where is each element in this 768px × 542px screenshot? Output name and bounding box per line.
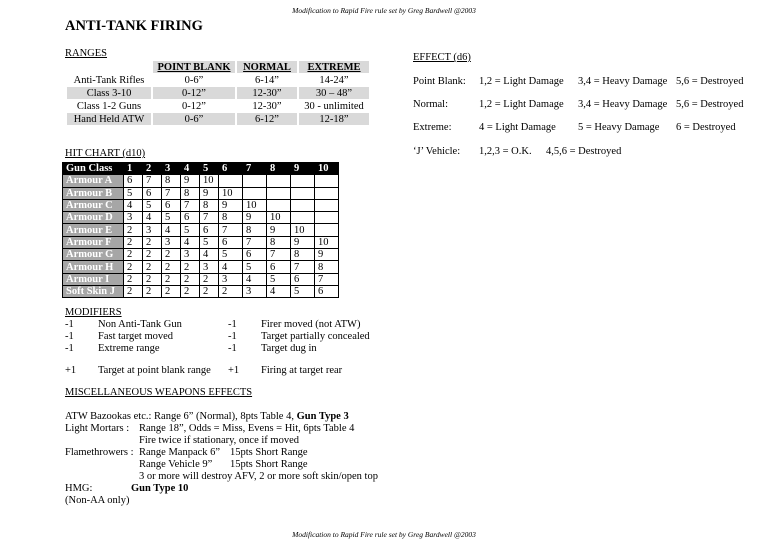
j-vehicle-destroyed: 4,5,6 = Destroyed — [546, 146, 622, 157]
hit-chart-row-label: Armour F — [63, 236, 124, 248]
page-title: ANTI-TANK FIRING — [65, 18, 203, 34]
hit-chart-heading: HIT CHART (d10) — [65, 148, 146, 159]
modifier-value: +1 — [65, 365, 77, 376]
hit-chart-cell: 2 — [143, 236, 162, 248]
hit-chart-cell: 6 — [181, 212, 200, 224]
hit-chart-cell: 5 — [181, 224, 200, 236]
hit-chart-cell: 10 — [267, 212, 291, 224]
modifiers-section — [65, 307, 405, 377]
hit-chart-cell — [315, 224, 339, 236]
hit-chart-cell: 10 — [219, 187, 243, 199]
ranges-cell: 6-12” — [237, 113, 297, 125]
hit-chart-cell: 8 — [267, 236, 291, 248]
effect-destroyed: 5,6 = Destroyed — [676, 99, 744, 110]
ranges-row-label: Hand Held ATW — [67, 113, 151, 125]
hit-chart-cell: 2 — [162, 249, 181, 261]
hit-chart-cell — [291, 175, 315, 187]
ranges-cell: 12-30” — [252, 100, 282, 112]
hit-chart-cell: 6 — [200, 224, 219, 236]
hit-chart-cell: 2 — [181, 273, 200, 285]
ranges-row — [67, 87, 369, 99]
hit-chart-cell: 2 — [162, 261, 181, 273]
hit-chart-cell: 7 — [315, 273, 339, 285]
hit-chart-cell: 4 — [267, 285, 291, 297]
hmg-label: HMG: — [65, 483, 93, 494]
hit-chart-cell: 10 — [243, 199, 267, 211]
hit-chart-cell: 2 — [124, 273, 143, 285]
hit-chart-col-header: 10 — [315, 163, 339, 175]
hit-chart-cell: 10 — [200, 175, 219, 187]
hit-chart-cell: 2 — [124, 224, 143, 236]
j-vehicle-ok: 1,2,3 = O.K. — [479, 146, 532, 157]
hit-chart-cell: 3 — [219, 273, 243, 285]
bazookas-gun-type: Gun Type 3 — [296, 411, 349, 422]
hit-chart-col-header: 5 — [200, 163, 219, 175]
hit-chart-cell: 4 — [162, 224, 181, 236]
effect-section — [413, 52, 753, 162]
hit-chart-cell: 2 — [200, 273, 219, 285]
effect-row-label: Point Blank: — [413, 76, 466, 87]
hit-chart-cell: 5 — [243, 261, 267, 273]
hit-chart-cell: 9 — [200, 187, 219, 199]
hit-chart-cell: 3 — [162, 236, 181, 248]
hit-chart-cell: 2 — [200, 285, 219, 297]
ranges-row-label: Class 3-10 — [67, 87, 151, 99]
hit-chart-row — [63, 261, 339, 273]
hit-chart-cell: 3 — [124, 212, 143, 224]
effect-row-label: Normal: — [413, 99, 448, 110]
mortars-line2: Fire twice if stationary, once if moved — [139, 435, 299, 446]
hit-chart-cell — [291, 212, 315, 224]
hit-chart-cell: 7 — [200, 212, 219, 224]
modifier-text: Non Anti-Tank Gun — [98, 319, 182, 330]
hit-chart-cell — [315, 175, 339, 187]
hit-chart-cell: 2 — [143, 261, 162, 273]
modifier-text: Target at point blank range — [98, 365, 211, 376]
ranges-cell: 12-30” — [237, 87, 297, 99]
hit-chart-row-label: Armour G — [63, 249, 124, 261]
modifier-value: -1 — [65, 343, 74, 354]
ranges-col-header: POINT BLANK — [153, 61, 235, 73]
effect-row-label: Extreme: — [413, 122, 452, 133]
modifier-text: Firing at target rear — [261, 365, 343, 376]
modifier-value: -1 — [228, 319, 237, 330]
hit-chart-cell: 4 — [124, 199, 143, 211]
effect-light: 1,2 = Light Damage — [479, 99, 564, 110]
hit-chart-cell — [291, 187, 315, 199]
hit-chart-cell — [291, 199, 315, 211]
hit-chart-row — [63, 212, 339, 224]
hit-chart-row-label: Armour B — [63, 187, 124, 199]
hit-chart-cell: 7 — [219, 224, 243, 236]
bazookas-line — [65, 411, 349, 422]
hit-chart-cell: 2 — [143, 249, 162, 261]
hit-chart-cell: 2 — [219, 285, 243, 297]
hit-chart-cell: 8 — [181, 187, 200, 199]
hit-chart-row — [63, 175, 339, 187]
hit-chart-row — [63, 224, 339, 236]
hit-chart-cell: 2 — [181, 261, 200, 273]
hit-chart-row-label: Armour I — [63, 273, 124, 285]
hit-chart-cell: 4 — [219, 261, 243, 273]
hit-chart-cell — [267, 187, 291, 199]
hit-chart-cell: 4 — [181, 236, 200, 248]
hit-chart-row-label: Armour A — [63, 175, 124, 187]
hit-chart-cell: 2 — [124, 236, 143, 248]
hmg-gun-type: Gun Type 10 — [131, 483, 189, 494]
flame-label: Flamethrowers : — [65, 447, 134, 458]
hit-chart-row — [63, 199, 339, 211]
flame-line1: Range Manpack 6” — [139, 447, 221, 458]
hit-chart-cell: 3 — [181, 249, 200, 261]
hit-chart-cell: 6 — [315, 285, 339, 297]
effect-heading: EFFECT (d6) — [413, 52, 471, 63]
hit-chart-cell: 7 — [143, 175, 162, 187]
hit-chart-col-header: 6 — [219, 163, 243, 175]
footer-note: Modification to Rapid Fire rule set by Greg Bardwell @2003 — [292, 530, 476, 539]
effect-heavy: 5 = Heavy Damage — [578, 122, 660, 133]
hit-chart-cell: 5 — [291, 285, 315, 297]
flame-line2b: 15pts Short Range — [230, 459, 308, 470]
hit-chart-col-header: 4 — [181, 163, 200, 175]
hit-chart-cell: 5 — [200, 236, 219, 248]
hit-chart-cell: 6 — [143, 187, 162, 199]
hit-chart-cell: 2 — [143, 273, 162, 285]
j-vehicle-label: ‘J’ Vehicle: — [413, 146, 461, 157]
ranges-cell: 14-24” — [319, 74, 349, 86]
hit-chart-cell: 2 — [181, 285, 200, 297]
hit-chart-row-label: Soft Skin J — [63, 285, 124, 297]
mortars-label: Light Mortars : — [65, 423, 130, 434]
ranges-cell: 0-6” — [153, 113, 235, 125]
effect-light: 4 = Light Damage — [479, 122, 556, 133]
ranges-row — [67, 113, 369, 125]
misc-section — [65, 387, 405, 506]
hit-chart-row-label: Armour C — [63, 199, 124, 211]
hit-chart-cell: 4 — [243, 273, 267, 285]
hit-chart-cell: 6 — [267, 261, 291, 273]
hit-chart-corner: Gun Class — [63, 163, 124, 175]
hit-chart-cell: 2 — [124, 249, 143, 261]
modifier-text: Extreme range — [98, 343, 160, 354]
ranges-row-label: Anti-Tank Rifles — [73, 74, 145, 86]
ranges-cell: 30 – 48” — [299, 87, 369, 99]
hit-chart-cell: 5 — [219, 249, 243, 261]
mortars-line1: Range 18”, Odds = Miss, Evens = Hit, 6pts Table 4 — [139, 423, 355, 434]
bazookas-text: ATW Bazookas etc.: Range 6” (Normal), 8pts Table 4, — [65, 411, 297, 422]
modifier-value: -1 — [228, 343, 237, 354]
hit-chart-cell: 7 — [181, 199, 200, 211]
ranges-col-header: EXTREME — [299, 61, 369, 73]
hit-chart-row — [63, 273, 339, 285]
misc-heading: MISCELLANEOUS WEAPONS EFFECTS — [65, 387, 253, 398]
hit-chart-cell: 6 — [162, 199, 181, 211]
hit-chart-cell: 2 — [124, 285, 143, 297]
hit-chart-row-label: Armour H — [63, 261, 124, 273]
hit-chart-cell — [243, 187, 267, 199]
ranges-col-header: NORMAL — [237, 61, 297, 73]
hit-chart-cell: 8 — [219, 212, 243, 224]
hit-chart-cell: 8 — [200, 199, 219, 211]
ranges-table — [65, 60, 371, 126]
hit-chart-col-header: 2 — [143, 163, 162, 175]
hit-chart-cell: 6 — [219, 236, 243, 248]
hit-chart-col-header: 7 — [243, 163, 267, 175]
hit-chart-cell: 4 — [200, 249, 219, 261]
hit-chart-cell: 10 — [291, 224, 315, 236]
ranges-heading: RANGES — [65, 48, 108, 59]
hit-chart-row-label: Armour D — [63, 212, 124, 224]
hit-chart-cell — [243, 175, 267, 187]
hit-chart-cell — [219, 175, 243, 187]
ranges-cell: 30 - unlimited — [304, 100, 364, 112]
hit-chart-col-header: 3 — [162, 163, 181, 175]
effect-destroyed: 6 = Destroyed — [676, 122, 736, 133]
hit-chart-cell: 3 — [200, 261, 219, 273]
modifier-text: Target dug in — [261, 343, 317, 354]
modifier-value: -1 — [65, 319, 74, 330]
effect-heavy: 3,4 = Heavy Damage — [578, 76, 668, 87]
ranges-cell: 0-6” — [184, 74, 204, 86]
flame-line1b: 15pts Short Range — [230, 447, 308, 458]
hit-chart-row-label: Armour E — [63, 224, 124, 236]
hit-chart-cell: 8 — [291, 249, 315, 261]
hit-chart-cell: 7 — [243, 236, 267, 248]
flame-line2: Range Vehicle 9” — [139, 459, 213, 470]
hit-chart-cell: 2 — [162, 285, 181, 297]
effect-destroyed: 5,6 = Destroyed — [676, 76, 744, 87]
hit-chart-cell: 7 — [162, 187, 181, 199]
hit-chart-cell: 10 — [315, 236, 339, 248]
hit-chart-cell: 2 — [143, 285, 162, 297]
hit-chart-col-header: 1 — [124, 163, 143, 175]
hit-chart-col-header: 8 — [267, 163, 291, 175]
modifier-value: -1 — [228, 331, 237, 342]
modifier-text: Firer moved (not ATW) — [261, 319, 361, 330]
hit-chart-cell: 3 — [143, 224, 162, 236]
effect-heavy: 3,4 = Heavy Damage — [578, 99, 668, 110]
ranges-cell: 0-12” — [182, 100, 206, 112]
modifier-value: +1 — [228, 365, 240, 376]
hit-chart-cell: 8 — [315, 261, 339, 273]
hit-chart-cell: 5 — [267, 273, 291, 285]
flame-line3: 3 or more will destroy AFV, 2 or more soft skin/open top — [139, 471, 378, 482]
hit-chart-cell: 6 — [124, 175, 143, 187]
hit-chart-cell: 9 — [219, 199, 243, 211]
hit-chart-cell: 9 — [315, 249, 339, 261]
hit-chart-cell: 9 — [243, 212, 267, 224]
hit-chart-cell: 9 — [267, 224, 291, 236]
modifier-text: Target partially concealed — [261, 331, 370, 342]
hit-chart-cell — [315, 199, 339, 211]
hit-chart-table — [62, 162, 339, 298]
hit-chart-cell: 8 — [243, 224, 267, 236]
hit-chart-cell: 7 — [267, 249, 291, 261]
ranges-cell: 0-12” — [153, 87, 235, 99]
modifiers-heading: MODIFIERS — [65, 307, 122, 318]
hit-chart-cell: 6 — [243, 249, 267, 261]
hit-chart-cell: 9 — [291, 236, 315, 248]
hit-chart-cell — [267, 199, 291, 211]
ranges-cell: 12-18” — [299, 113, 369, 125]
hit-chart-cell: 4 — [143, 212, 162, 224]
ranges-row — [67, 100, 369, 112]
ranges-row — [67, 74, 369, 86]
hit-chart-cell: 2 — [162, 273, 181, 285]
hit-chart-cell: 6 — [291, 273, 315, 285]
effect-light: 1,2 = Light Damage — [479, 76, 564, 87]
hit-chart-cell: 2 — [124, 261, 143, 273]
hit-chart-row — [63, 249, 339, 261]
hit-chart-cell: 7 — [291, 261, 315, 273]
hit-chart-cell: 5 — [162, 212, 181, 224]
ranges-cell: 6-14” — [255, 74, 279, 86]
hit-chart-cell — [315, 187, 339, 199]
hit-chart-cell: 8 — [162, 175, 181, 187]
hit-chart-cell: 3 — [243, 285, 267, 297]
header-note: Modification to Rapid Fire rule set by Greg Bardwell @2003 — [292, 6, 476, 15]
ranges-row-label: Class 1-2 Guns — [76, 100, 142, 112]
hit-chart-col-header: 9 — [291, 163, 315, 175]
hit-chart-cell: 5 — [143, 199, 162, 211]
hit-chart-cell — [267, 175, 291, 187]
modifier-value: -1 — [65, 331, 74, 342]
hit-chart-row — [63, 285, 339, 297]
hit-chart-cell: 9 — [181, 175, 200, 187]
hit-chart-row — [63, 236, 339, 248]
hit-chart-cell — [315, 212, 339, 224]
hmg-note: (Non-AA only) — [65, 495, 130, 506]
modifier-text: Fast target moved — [98, 331, 174, 342]
ranges-corner — [67, 61, 151, 73]
hit-chart-row — [63, 187, 339, 199]
hit-chart-cell: 5 — [124, 187, 143, 199]
